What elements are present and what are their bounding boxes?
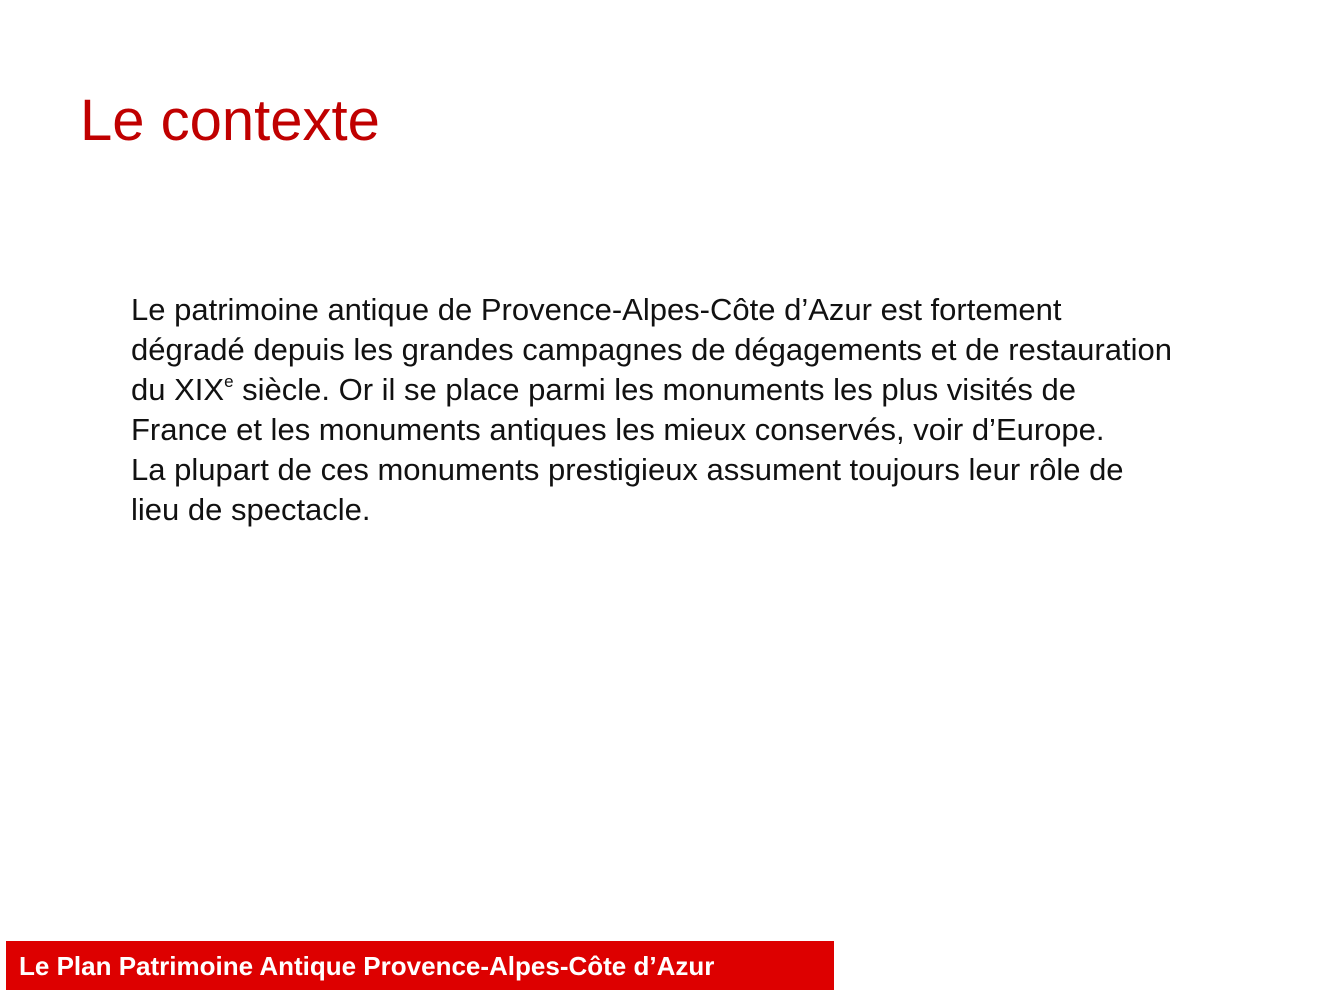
paragraph-line-3 — [131, 370, 1271, 410]
century-superscript: e — [224, 372, 234, 391]
paragraph-line-4: France et les monuments antiques les mieux conservés, voir d’Europe. — [131, 412, 1105, 447]
paragraph-line-5: La plupart de ces monuments prestigieux assument toujours leur rôle de — [131, 452, 1124, 487]
footer-label: Le Plan Patrimoine Antique Provence-Alpes-Côte d’Azur — [19, 951, 715, 981]
paragraph-line-3-end: siècle. Or il se place parmi les monuments les plus visités de — [233, 372, 1077, 407]
paragraph-line-3-start: du XIX — [131, 372, 225, 407]
slide-title: Le contexte — [80, 88, 380, 153]
body-paragraph — [131, 290, 1271, 530]
footer-banner — [6, 941, 834, 990]
paragraph-line-6: lieu de spectacle. — [131, 492, 371, 527]
paragraph-line-2: dégradé depuis les grandes campagnes de dégagements et de restauration — [131, 332, 1172, 367]
paragraph-line-1: Le patrimoine antique de Provence-Alpes-Côte d’Azur est fortement — [131, 292, 1062, 327]
